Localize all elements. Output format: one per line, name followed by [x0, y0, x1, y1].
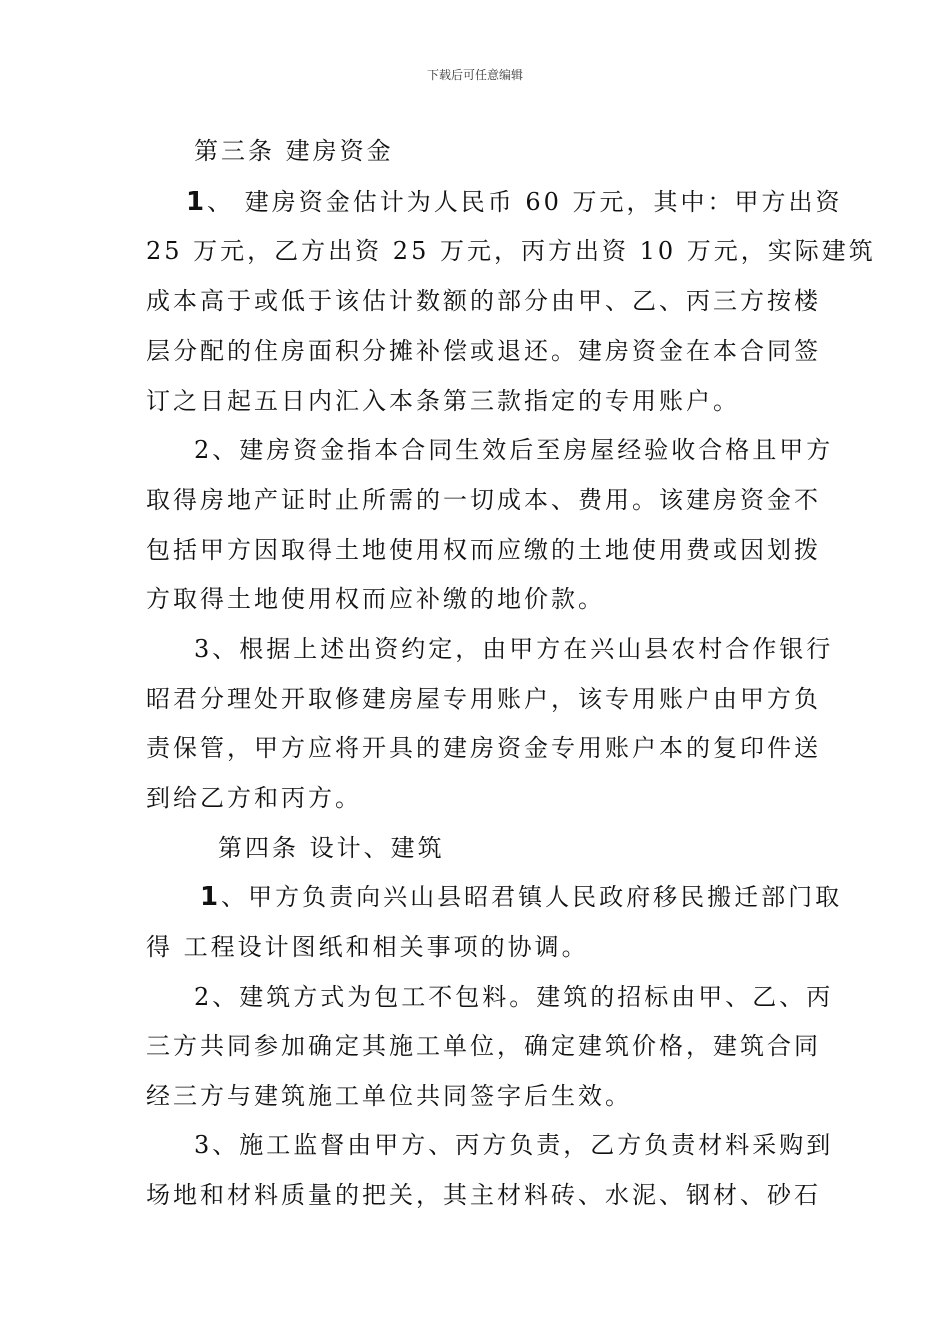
article-3-p3-line-1: 3、根据上述出资约定，由甲方在兴山县农村合作银行 — [194, 635, 834, 663]
article-3-p3-line-3: 责保管，甲方应将开具的建房资金专用账户本的复印件送 — [146, 734, 821, 762]
article-4-p1-line-1: 1、甲方负责向兴山县昭君镇人民政府移民搬迁部门取 — [200, 882, 843, 912]
article-4-p2-line-3: 经三方与建筑施工单位共同签字后生效。 — [146, 1082, 632, 1110]
article-3-p2-line-2: 取得房地产证时止所需的一切成本、费用。该建房资金不 — [146, 486, 821, 514]
clause-number: 1 — [200, 882, 222, 912]
article-3-p1-line-3: 成本高于或低于该估计数额的部分由甲、乙、丙三方按楼 — [146, 287, 821, 315]
article-3-p1-line-1: 1、 建房资金估计为人民币 60 万元，其中：甲方出资 — [186, 187, 843, 217]
article-3-p3-line-4: 到给乙方和丙方。 — [146, 784, 362, 812]
article-4-p3-line-2: 场地和材料质量的把关，其主材料砖、水泥、钢材、砂石 — [146, 1181, 821, 1209]
article-4-p1-line-2: 得 工程设计图纸和相关事项的协调。 — [146, 933, 589, 961]
article-3-p2-line-1: 2、建房资金指本合同生效后至房屋经验收合格且甲方 — [194, 436, 834, 464]
clause-number: 1 — [186, 187, 208, 217]
article-3-p2-line-4: 方取得土地使用权而应补缴的地价款。 — [146, 585, 605, 613]
page-header: 下载后可任意编辑 — [426, 68, 523, 82]
article-4-p2-line-1: 2、建筑方式为包工不包料。建筑的招标由甲、乙、丙 — [194, 983, 834, 1011]
article-3-p1-line-2: 25 万元，乙方出资 25 万元，丙方出资 10 万元，实际建筑 — [146, 237, 876, 265]
article-4-heading: 第四条 设计、建筑 — [218, 834, 445, 862]
article-4-p2-line-2: 三方共同参加确定其施工单位，确定建筑价格，建筑合同 — [146, 1032, 821, 1060]
article-3-p3-line-2: 昭君分理处开取修建房屋专用账户，该专用账户由甲方负 — [146, 685, 821, 713]
article-4-p3-line-1: 3、施工监督由甲方、丙方负责，乙方负责材料采购到 — [194, 1131, 834, 1159]
article-3-p1-line-5: 订之日起五日内汇入本条第三款指定的专用账户。 — [146, 387, 740, 415]
article-3-heading: 第三条 建房资金 — [194, 137, 394, 165]
article-3-p1-line-4: 层分配的住房面积分摊补偿或退还。建房资金在本合同签 — [146, 337, 821, 365]
article-3-p2-line-3: 包括甲方因取得土地使用权而应缴的土地使用费或因划拨 — [146, 536, 821, 564]
